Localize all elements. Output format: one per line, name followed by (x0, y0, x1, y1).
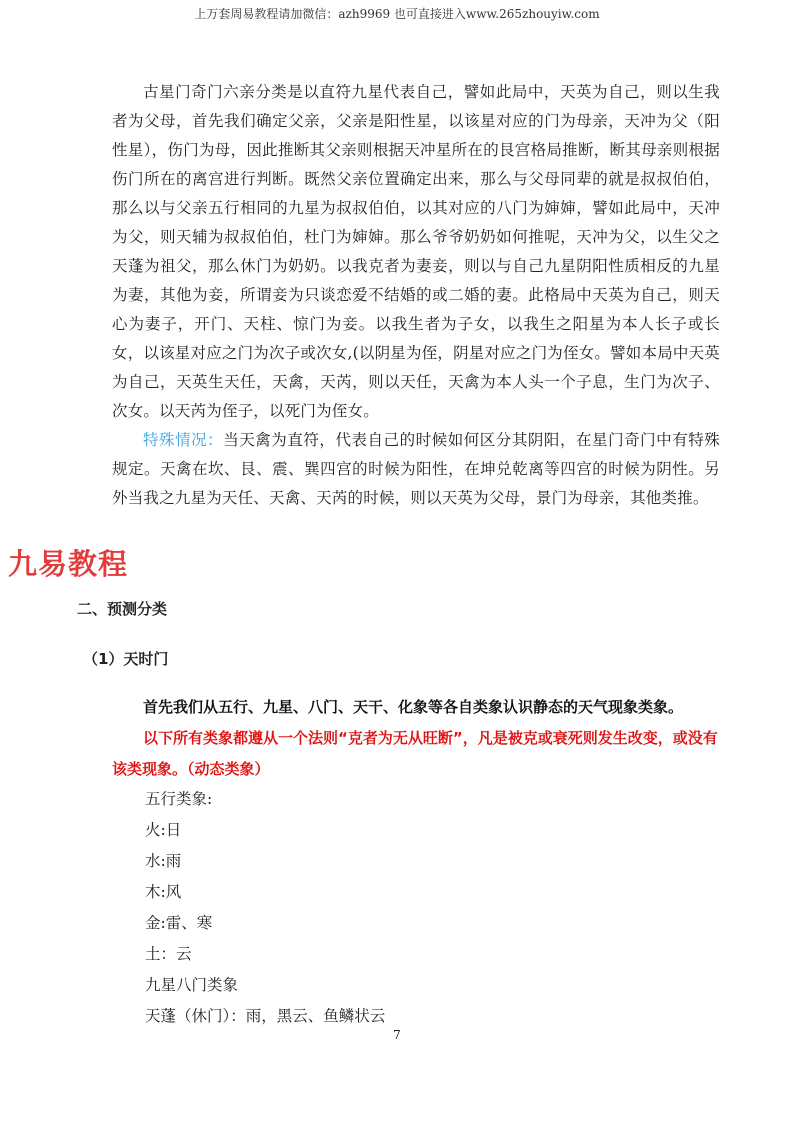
list-item: 九星八门类象 (145, 976, 239, 994)
watermark-logo: 九易教程 (8, 547, 129, 581)
list-item: 土：云 (145, 945, 192, 963)
intro-paragraph: 古星门奇门六亲分类是以直符九星代表自己，譬如此局中，天英为自己，则以生我者为父母，首先我们确定父亲，父亲是阳性星，以该星对应的门为母亲，天冲为父（阳性星），伤门为母，因此推断其父亲则根据天冲星所在的艮宫格局推断，断其母亲则根据伤门所在的离宫进行判断。既然父亲位置确定出来，那么与父母同辈的就是叔叔伯伯，那么以与父亲五行相同的九星为叔叔伯伯，以其对应的八门为婶婶，譬如此局中，天冲为父，则天辅为叔叔伯伯，杜门为婶婶。那么爷爷奶奶如何推呢，天冲为父，以生父之天蓬为祖父，那么休门为奶奶。以我克者为妻妾，则以与自己九星阴阳性质相反的九星为妻，其他为妾，所谓妾为只谈恋爱不结婚的或二婚的妻。此格局中天英为自己，则天心为妻子，开门、天柱、惊门为妾。以我生者为子女，以我生之阳星为本人长子或长女，以该星对应之门为次子或次女,(以阴星为侄，阴星对应之门为侄女。譬如本局中天英为自己，天英生天任，天禽，天芮，则以天任，天禽为本人头一个子息，生门为次子、次女。以天芮为侄子，以死门为侄女。 (112, 83, 720, 420)
section-title: 二、预测分类 (77, 600, 168, 618)
special-label: 特殊情况： (143, 431, 224, 449)
subsection-title: （1）天时门 (83, 650, 169, 668)
list-item: 火:日 (145, 821, 182, 839)
special-text: 当天禽为直符，代表自己的时候如何区分其阴阳，在星门奇门中有特殊规定。天禽在坎、艮、震、巽四宫的时候为阳性，在坤兑乾离等四宫的时候为阴性。另外当我之九星为天任、天禽、天芮的时候，则以天英为父母，景门为母亲，其他类推。 (112, 431, 720, 507)
list-item: 水:雨 (145, 852, 182, 870)
bold-intro: 首先我们从五行、九星、八门、天干、化象等各自类象认识静态的天气现象类象。 (143, 698, 684, 716)
red-rule: 以下所有类象都遵从一个法则“克者为无从旺断”，凡是被克或衰死则发生改变，或没有该类现象。（动态类象） (112, 729, 718, 778)
page-number: 7 (393, 1028, 401, 1042)
page-header: 上万套周易教程请加微信：azh9969 也可直接进入www.265zhouyiw.com (194, 7, 600, 21)
list-item: 金:雷、寒 (145, 914, 213, 932)
main-content (112, 78, 720, 513)
list-item: 木:风 (145, 883, 182, 901)
category-list (145, 784, 385, 1032)
bold-block (112, 692, 724, 785)
list-item: 五行类象: (145, 790, 213, 808)
special-paragraph (112, 426, 720, 513)
list-item: 天蓬（休门）：雨，黑云、鱼鳞状云 (145, 1007, 386, 1025)
